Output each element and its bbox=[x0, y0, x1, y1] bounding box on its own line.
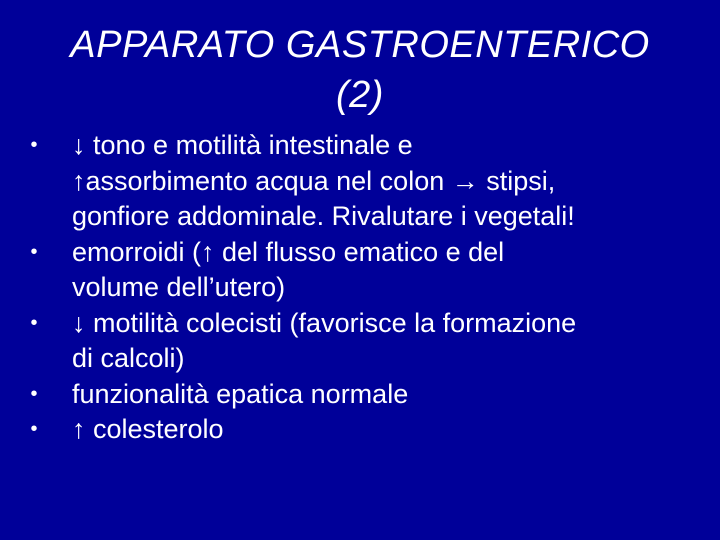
bullet-dot-icon: • bbox=[30, 240, 38, 263]
bullet-dot-icon: • bbox=[30, 134, 38, 156]
bullet-item-intestinal bbox=[24, 128, 684, 235]
bullet-dot-icon: • bbox=[30, 418, 38, 440]
bullet-line: ↑assorbimento acqua nel colon → stipsi, bbox=[72, 165, 556, 196]
bullet-line: emorroidi (↑ del flusso ematico e del bbox=[72, 236, 505, 267]
bullet-dot-icon: • bbox=[30, 311, 38, 334]
bullet-line: ↓ motilità colecisti (favorisce la formazione bbox=[72, 307, 577, 338]
title-line-1: APPARATO GASTROENTERICO bbox=[70, 24, 650, 66]
bullet-list bbox=[24, 128, 684, 448]
bullet-item-hemorrhoids bbox=[24, 235, 684, 306]
bullet-line: ↑ colesterolo bbox=[72, 414, 224, 444]
slide-title bbox=[40, 20, 680, 120]
bullet-item-gallbladder bbox=[24, 306, 684, 377]
bullet-line: di calcoli) bbox=[72, 343, 185, 373]
title-line-2: (2) bbox=[336, 74, 384, 116]
bullet-dot-icon: • bbox=[30, 382, 38, 405]
bullet-item-liver bbox=[24, 377, 684, 413]
bullet-line: gonfiore addominale. Rivalutare i vegetali! bbox=[72, 201, 575, 231]
bullet-line: volume dell’utero) bbox=[72, 272, 286, 302]
bullet-item-cholesterol bbox=[24, 412, 684, 448]
bullet-line: ↓ tono e motilità intestinale e bbox=[72, 130, 413, 160]
bullet-line: funzionalità epatica normale bbox=[72, 378, 409, 409]
